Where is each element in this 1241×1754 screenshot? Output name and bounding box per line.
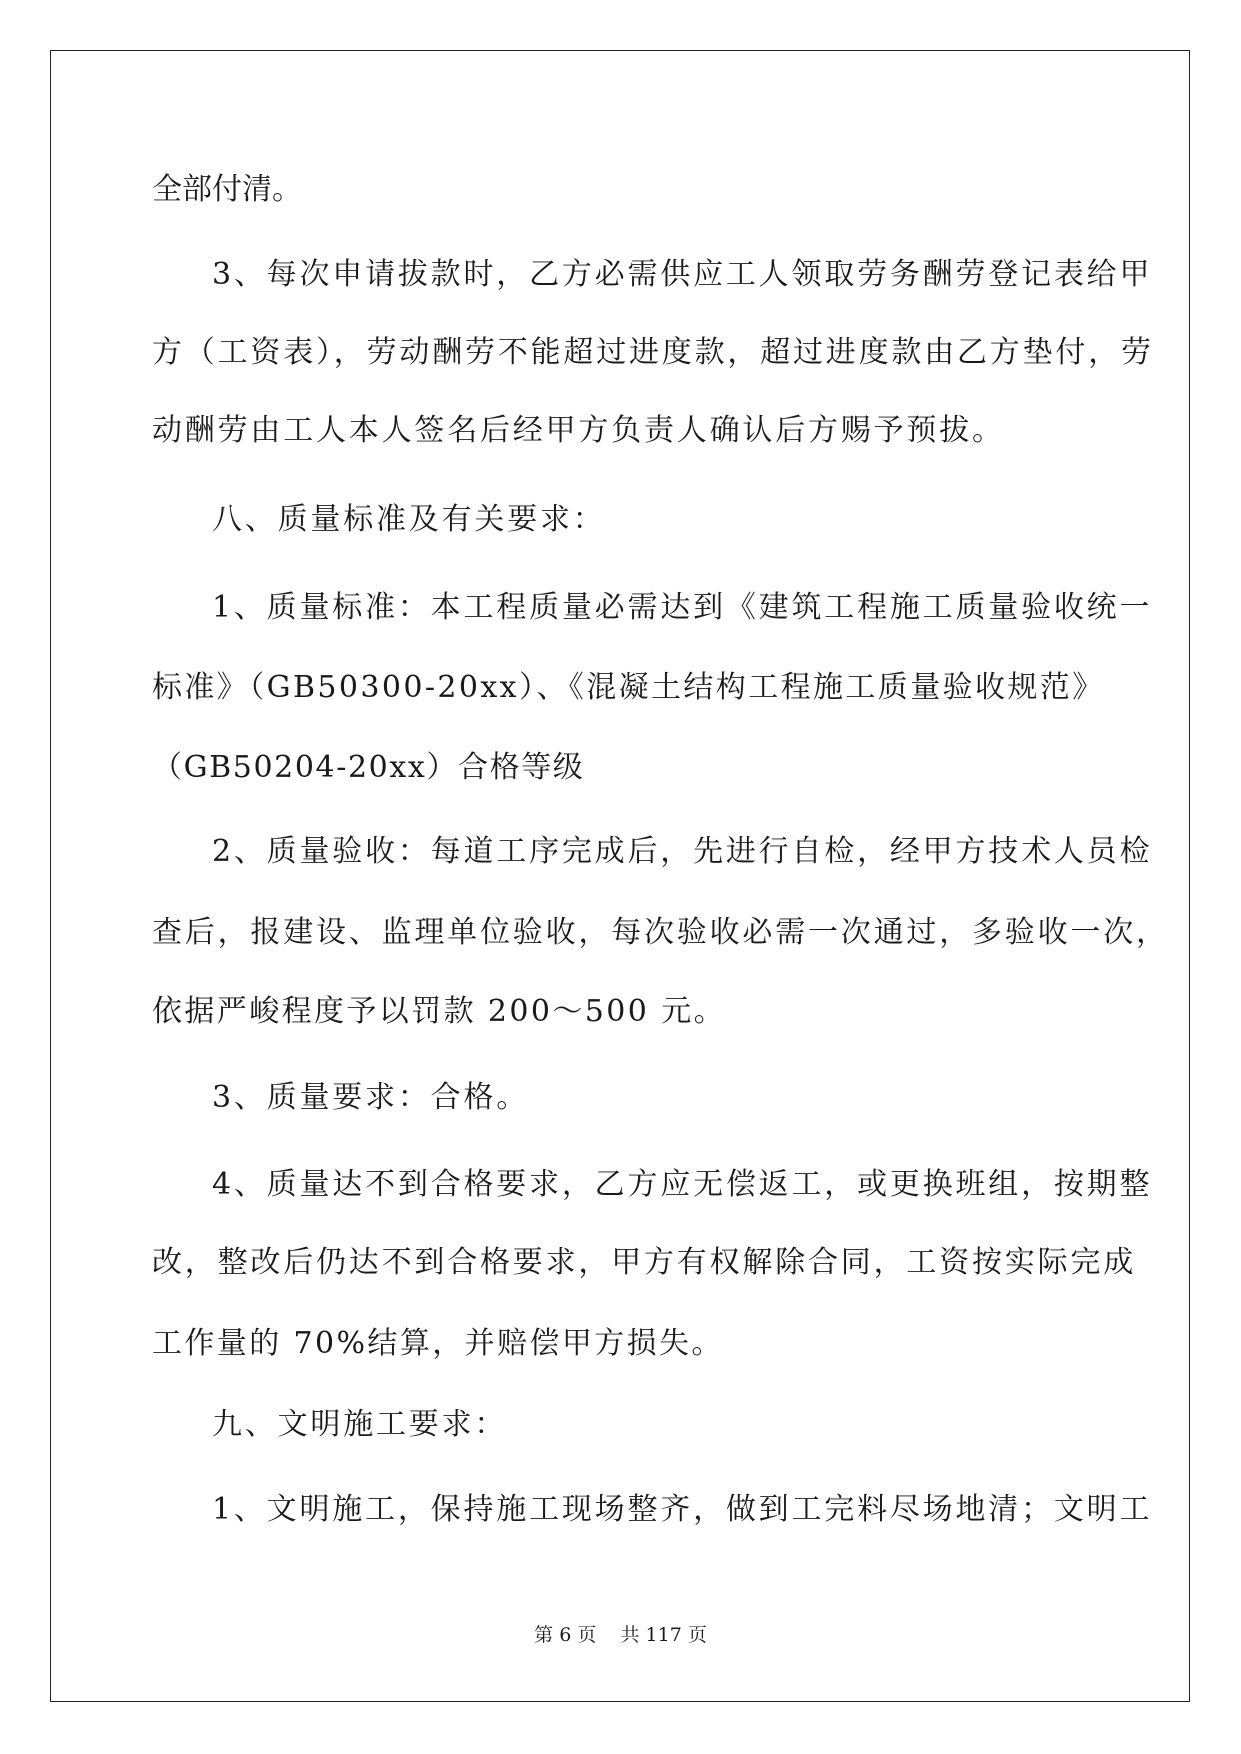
text-line: 全部付清。: [152, 172, 302, 207]
section-heading: 八、质量标准及有关要求：: [212, 502, 606, 537]
page-number-footer: 第 6 页 共 117 页: [534, 1624, 707, 1646]
page-border: [50, 50, 1190, 1702]
text-line: 2、质量验收：每道工序完成后，先进行自检，经甲方技术人员检: [212, 834, 1153, 869]
text-line: 方（工资表），劳动酬劳不能超过进度款，超过进度款由乙方垫付，劳: [152, 335, 1154, 370]
text-line: 查后，报建设、监理单位验收，每次验收必需一次通过，多验收一次，: [152, 915, 1169, 950]
text-line: 3、质量要求：合格。: [212, 1080, 530, 1115]
text-line: 工作量的 70%结算，并赔偿甲方损失。: [152, 1326, 724, 1361]
text-line: 3、每次申请拔款时，乙方必需供应工人领取劳务酬劳登记表给甲: [212, 257, 1153, 292]
text-line: 4、质量达不到合格要求，乙方应无偿返工，或更换班组，按期整: [212, 1167, 1153, 1202]
text-line: 动酬劳由工人本人签名后经甲方负责人确认后方赐予预拔。: [152, 413, 1005, 448]
text-line: 1、质量标准：本工程质量必需达到《建筑工程施工质量验收统一: [212, 590, 1153, 625]
text-line: 标准》（GB50300-20xx）、《混凝土结构工程施工质量验收规范》: [152, 670, 1105, 705]
text-line: 1、文明施工，保持施工现场整齐，做到工完料尽场地清；文明工: [212, 1492, 1153, 1527]
section-heading: 九、文明施工要求：: [212, 1407, 508, 1442]
text-line: （GB50204-20xx）合格等级: [152, 750, 585, 785]
text-line: 依据严峻程度予以罚款 200～500 元。: [152, 994, 726, 1029]
text-line: 改，整改后仍达不到合格要求，甲方有权解除合同，工资按实际完成: [152, 1245, 1136, 1280]
